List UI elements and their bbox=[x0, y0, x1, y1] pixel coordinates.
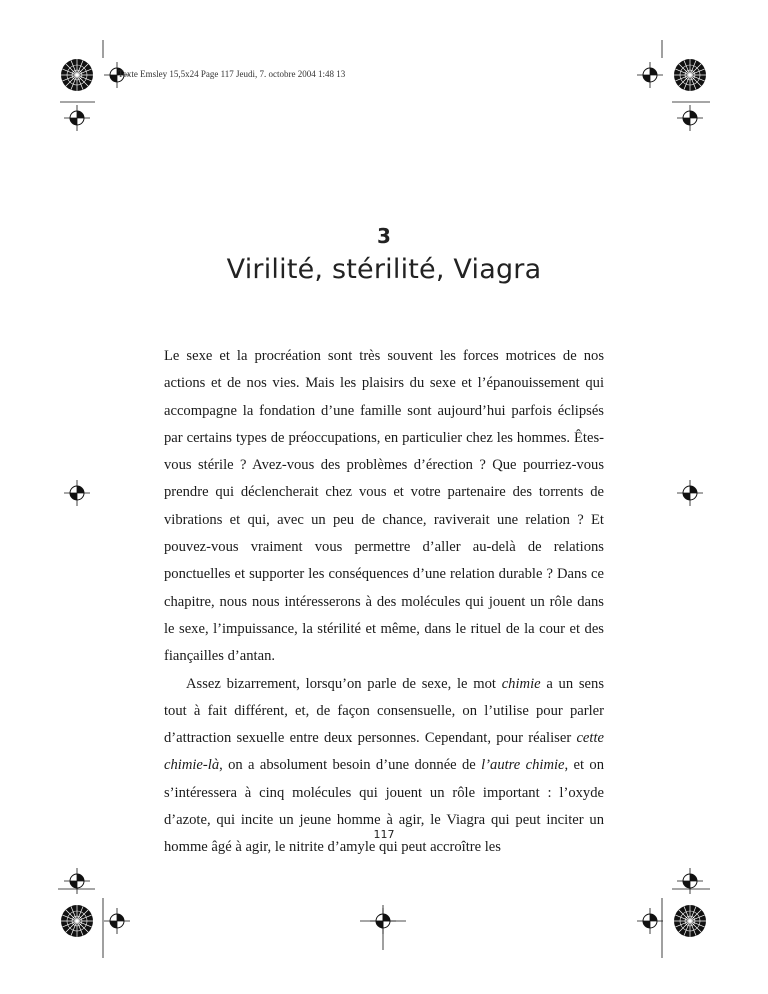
emphasis-autre-chimie: l’autre chimie bbox=[481, 757, 565, 774]
chapter-number: 3 bbox=[377, 224, 391, 248]
print-slug: Texte Emsley 15,5x24 Page 117 Jeudi, 7. octobre 2004 1:48 13 bbox=[118, 69, 346, 79]
paragraph-1 bbox=[164, 343, 604, 671]
text-run: Le sexe et la procréation sont très souvent les forces motrices de nos actions et de nos vies. Mais les plaisirs du sexe et l’épanouissement qui accompagne la fondation d’une famille sont aujourd’hui parfois éclipsés par certains types de préoccupations, en particulier chez les hommes. Êtes-vous stérile ? Avez-vous des problèmes d’érection ? Que pourriez-vous prendre qui déclencherait chez vous et votre partenaire des torrents de vibrations et qui, avec un peu de chance, raviverait une relation ? Et pouvez-vous vraiment vous permettre d’aller au-delà de relations ponctuelles et supporter les conséquences d’une relation durable ? Dans ce chapitre, nous nous intéresserons à des molécules qui jouent un rôle dans le sexe, l’impuissance, la stérilité et même, dans le rituel de la cour et des fiançailles d’antan. bbox=[164, 348, 604, 665]
emphasis-cette-chimie: cette chimie-là bbox=[164, 730, 604, 774]
text-run: , on a absolument besoin d’une donnée de bbox=[219, 757, 482, 774]
body-text bbox=[164, 343, 604, 862]
text-run: a un sens tout à fait différent, et, de façon consensuelle, on l’utilise pour parler d’attraction sexuelle entre deux personnes. Cependant, pour réaliser bbox=[164, 675, 604, 747]
emphasis-chimie: chimie bbox=[501, 675, 541, 692]
text-run: , et on s’intéressera à cinq molécules qui jouent un rôle important : l’oxyde d’azote, qui incite un jeune homme à agir, le Viagra qui peut inciter un homme âgé à agir, le nitrite d’amyle qui peut accroître les bbox=[164, 757, 604, 856]
page-number: 117 bbox=[373, 828, 395, 841]
chapter-title: Virilité, stérilité, Viagra bbox=[226, 254, 542, 285]
text-run: Assez bizarrement, lorsqu’on parle de sexe, le mot bbox=[186, 675, 502, 692]
